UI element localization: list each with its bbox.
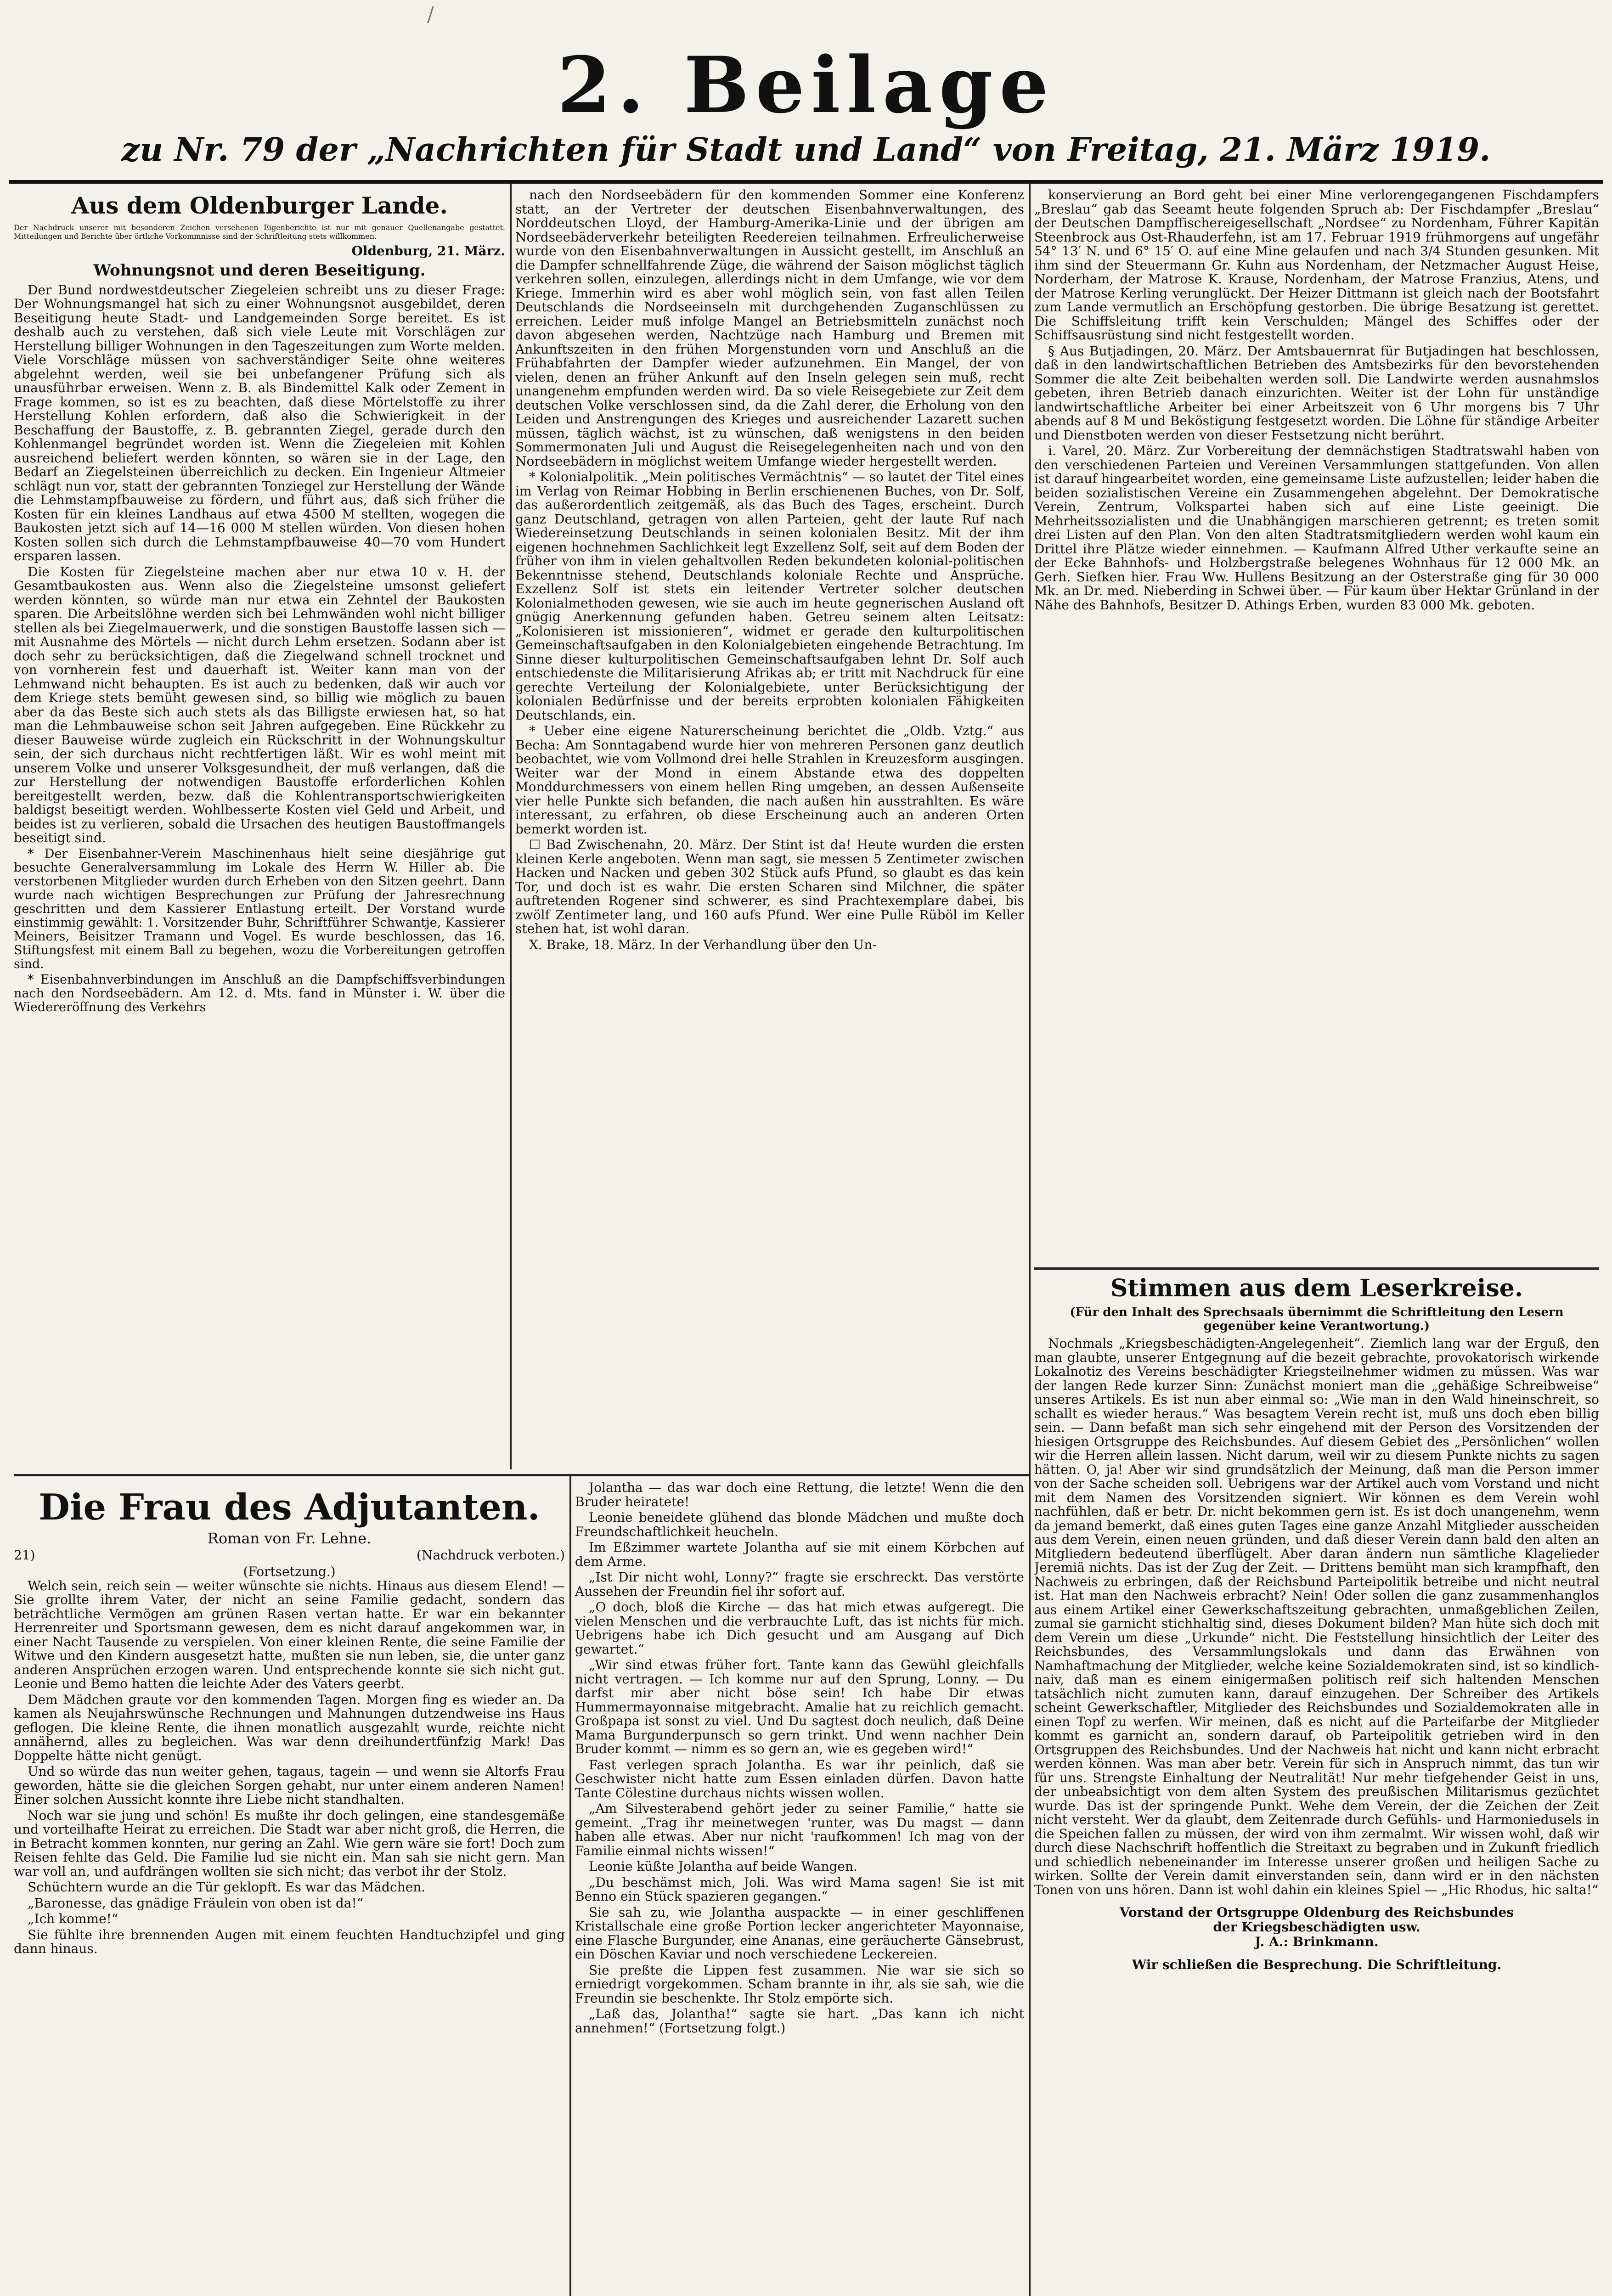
news-item: i. Varel, 20. März. Zur Vorbereitung der demnächstigen Stadtratswahl haben von den verschiedenen Parteien und Vereinen Versammlungen stattgefunden. Von allen ist darauf hingearbeitet worden, eine gemeinsame Liste aufzustellen; leider haben die beiden sozialistischen Vereine ein Zusammengehen abgelehnt. Der Demokratische Verein, Zentrum, Volkspartei haben sich auf eine Liste geeinigt. Die Mehrheitssozialisten und die Unabhängigen marschieren getrennt; es treten somit drei Listen auf den Plan. Von den alten Stadtratsmitgliedern werden wohl kaum ein Drittel ihre Plätze wieder einnehmen. — Kaufmann Alfred Uther verkaufte seine an der Ecke Bahnhofs- und Holzbergstraße belegenes Wohnhaus für 12 000 Mk. an Gerh. Siefken hier. Frau Ww. Hullens Besitzung an der Osterstraße ging für 30 000 Mk. an Dr. med. Nieberding in Schwei über. — Für kaum über Hektar Grünland in der Nähe des Bahnhofs, Besitzer D. Athings Erben, wurden 83 000 Mk. geboten. — [1034, 443, 1599, 613]
news-item: * Der Eisenbahner-Verein Maschinenhaus hielt seine diesjährige gut besuchte Generalversammlung im Lokale des Herrn W. Hiller ab. Die verstorbenen Mitglieder wurden durch Erheben von den Sitzen geehrt. Dann wurde nach wichtigen Besprechungen zur Prüfung der Jahresrechnung geschritten und dem Kassierer Entlastung erteilt. Der Vorstand wurde einstimmig gewählt: 1. Vorsitzender Buhr, Schriftführer Schwantje, Kassierer Meiners, Beisitzer Tramann und Vogel. Es wurde beschlossen, das 16. Stiftungsfest mit einem Ball zu begehen, wozu die Vorbereitungen getroffen sind. — [14, 846, 505, 971]
readers-heading: Stimmen aus dem Leserkreise. — [1110, 1274, 1523, 1302]
novel-paragraph: „O doch, bloß die Kirche — das hat mich etwas aufgeregt. Die vielen Menschen und die verbrauchte Luft, das ist nichts für mich. Uebrigens habe ich Dich gesucht und am Ausgang auf Dich gewartet.“ — [575, 1599, 1024, 1657]
novel-paragraph: Sie fühlte ihre brennenden Augen mit einem feuchten Handtuchzipfel und ging dann hinaus. — [14, 1927, 565, 1956]
novel-paragraph: Leonie küßte Jolantha auf beide Wangen. — [589, 1859, 857, 1874]
supplement-title: 2. Beilage — [557, 39, 1055, 130]
novel-paragraph: Und so würde das nun weiter gehen, tagaus, tagein — und wenn sie Altorfs Frau geworden, hätte sie die gleichen Sorgen gehabt, nur unter einem anderen Namen! Einer solchen Aussicht konnte ihre Liebe nicht standhalten. — [14, 1764, 565, 1807]
local-news-column — [14, 188, 505, 1474]
column-rule — [1029, 1451, 1031, 2296]
novel-paragraph: „Laß das, Jolantha!“ sagte sie hart. „Das kann ich nicht annehmen!“ (Fortsetzung folgt.) — [575, 2006, 1024, 2036]
novel-paragraph: „Wir sind etwas früher fort. Tante kann das Gewühl gleichfalls nicht vertragen. — Ich komme nur auf den Sprung, Lonny. — Du darfst mir aber nicht böse sein! Ich habe Dir etwas Hummermayonnaise mitgebracht. Amalie hat zu reichlich gemacht. Großpapa ist sonst zu viel. Und Du sagtest doch neulich, daß Deine Mama Burgunderpunsch so gern trinkt. Und wenn nachher Dein Bruder kommt — nimm es so gern an, wie es gegeben wird!“ — [575, 1657, 1024, 1756]
reprint-forbidden: (Nachdruck verboten.) — [417, 1547, 565, 1563]
novel-paragraph: Welch sein, reich sein — weiter wünschte sie nichts. Hinaus aus diesem Elend! — Sie grollte ihrem Vater, der nicht an seine Familie gedacht, sondern das beträchtliche Vermögen am grünen Rasen vertan hatte. Er war ein bekannter Herrenreiter und Sportsmann gewesen, dem es nicht darauf angekommen war, in einer Nacht Tausende zu verspielen. Von einer kleinen Rente, die seine Familie der Witwe und den Kindern ausgesetzt hatte, mußten sie nun leben, sie, die unter ganz anderen Ansprüchen erzogen waren. Und entsprechende konnte sie sich nicht gut. Leonie und Bemo hatten die leichte Ader des Vaters geerbt. — [14, 1578, 565, 1691]
novel-paragraph: „Ist Dir nicht wohl, Lonny?“ fragte sie erschreckt. Das verstörte Aussehen der Freundin fiel ihr sofort auf. — [575, 1570, 1024, 1599]
novel-paragraph: Schüchtern wurde an die Tür geklopft. Es war das Mädchen. — [28, 1880, 426, 1895]
letter-signature: Vorstand der Ortsgruppe Oldenburg des Reichsbundes — [1119, 1905, 1514, 1920]
page-mark: / — [427, 3, 434, 26]
readers-disclaimer: (Für den Inhalt des Sprechsaals übernimmt die Schriftleitung den Lesern gegenüber keine Verantwortung.) — [1070, 1306, 1564, 1333]
section-rule — [1034, 1267, 1599, 1270]
column-rule — [510, 184, 512, 1469]
novel-meta — [14, 1548, 565, 1563]
news-item: X. Brake, 18. März. In der Verhandlung über den Un- — [529, 937, 877, 952]
news-item: * Kolonialpolitik. „Mein politisches Vermächtnis“ — so lautet der Titel eines im Verlag von Reimar Hobbing in Berlin erschienenen Buches, von Dr. Solf, das außerordentlich zeitgemäß, als das Buch des Tages, erscheint. Durch ganz Deutschland, getragen von allen Parteien, geht der laute Ruf nach Wiedereinsetzung Deutschlands in seinen kolonialen Besitz. Mit der ihm eigenen hochnehmen Sachlichkeit legt Exzellenz Solf, seit auf dem Boden der früher von ihm in vielen gehaltvollen Reden bekundeten kolonial-politischen Bekenntnisse stehend, Deutschlands koloniale Rechte und Ansprüche. Exzellenz Solf ist stets ein leitender Vertreter solcher deutschen Kolonialmethoden gewesen, wie sie auch im heute gegnerischen Ausland oft gnügig Anerkennung gefunden haben. Getreu seinem alten Leitsatz: „Kolonisieren ist missionieren“, widmet er gerade den kulturpolitischen Gemeinschaftsaufgaben in den Kolonialgebieten eingehende Betrachtung. Im Sinne dieser kulturpolitischen Gemeinschaftsaufgaben lehnt Dr. Solf auch entschiedenste die Militarisierung Afrikas ab; er tritt mit Nachdruck für eine gerechte Verteilung der Kolonialgebiete, unter Berücksichtigung der kolonialen Bedürfnisse und der bereits erprobten kolonialen Fähigkeiten Deutschlands, ein. — [515, 469, 1024, 723]
novel-paragraph: Jolantha — das war doch eine Rettung, die letzte! Wenn die den Bruder heiratete! — [575, 1481, 1024, 1509]
readers-column — [1034, 1274, 1599, 2296]
novel-paragraph: Im Eßzimmer wartete Jolantha auf sie mit einem Körbchen auf dem Arme. — [575, 1540, 1024, 1569]
novel-paragraph: Sie preßte die Lippen fest zusammen. Nie war sie sich so erniedrigt vorgekommen. Scham brannte in ihr, als sie sah, wie die Freundin sie beschenkte. Ihr Stolz empörte sich. — [575, 1962, 1024, 2006]
column-rule — [569, 1476, 571, 2296]
article-title: Wohnungsnot und deren Beseitigung. — [93, 261, 426, 280]
continuation-mark: (Fortsetzung.) — [243, 1564, 336, 1579]
news-item: * Eisenbahnverbindungen im Anschluß an die Dampfschiffsverbindungen nach den Nordseebädern. Am 12. d. Mts. fand in Münster i. W. über die Wiedereröffnung des Verkehrs — [14, 972, 505, 1014]
novel-paragraph: Sie sah zu, wie Jolantha auspackte — in einer geschliffenen Kristallschale eine große Portion lecker angerichteter Mayonnaise, eine Flasche Burgunder, eine Ananas, eine geräucherte Gänsebrust, ein Döschen Kaviar und noch verschiedene Leckereien. — [575, 1904, 1024, 1962]
letter-signature: der Kriegsbeschädigten usw. — [1213, 1919, 1420, 1935]
novel-title: Die Frau des Adjutanten. — [39, 1486, 540, 1528]
novel-paragraph: Dem Mädchen graute vor den kommenden Tagen. Morgen fing es wieder an. Da kamen als Neujahrswünsche Rechnungen und Mahnungen dutzendweise ins Haus geflogen. Die kleine Rente, die ihnen monatlich ausgezahlt wurde, reichte nicht annähernd, alles zu begleichen. Was war denn dreihundertfünfzig Mark! Das Doppelte hätte nicht genügt. — [14, 1692, 565, 1763]
masthead — [0, 41, 1612, 171]
news-item: § Aus Butjadingen, 20. März. Der Amtsbauernrat für Butjadingen hat beschlossen, daß in den landwirtschaftlichen Betrieben des Amtsbezirks für den bevorstehenden Sommer die alte Zeit beibehalten werden soll. Die Landwirte werden ausnahmslos gebeten, ihren Betrieb danach einzurichten. Weiter ist der Lohn für unständige landwirtschaftliche Arbeiter bei einer Arbeitszeit von 6 Uhr morgens bis 7 Uhr abends auf 8 M und Beköstigung festgesetzt worden. Die Löhne für ständige Arbeiter und Dienstboten werden von dieser Festsetzung nicht berührt. — [1034, 343, 1599, 443]
news-item: konservierung an Bord geht bei einer Mine verlorengegangenen Fischdampfers „Breslau“ gab das Seeamt heute folgenden Spruch ab: Der Fischdampfer „Breslau“ der Deutschen Dampffischereigesellschaft „Nordsee“ zu Nordenham, Führer Kapitän Steenbrock aus Ost-Rhauderfehn, ist am 17. Februar 1919 frühmorgens auf ungefähr 54° 13′ N. und 6° 15′ O. auf eine Mine gelaufen und nach 3/4 Stunden gesunken. Mit ihm sind der Steuermann Gr. Kuhn aus Nordenham, der Netzmacher August Heise, Norderham, der Matrose K. Krause, Nordenham, der Matrose Franzius, Atens, und der Matrose Kerling verunglückt. Der Heizer Dittmann ist gleich nach der Bootsfahrt zum Lande vermutlich an Erschöpfung gestorben. Die übrige Besatzung ist gerettet. Die Schiffsleitung trifft kein Verschulden; Mängel des Schiffes oder der Schiffsausrüstung sind nicht festgestellt worden. — [1034, 188, 1599, 343]
novel-paragraph: Leonie beneidete glühend das blonde Mädchen und mußte doch Freundschaftlichkeit heucheln. — [575, 1510, 1024, 1539]
novel-column-2 — [575, 1481, 1024, 2296]
novel-paragraph: „Ich komme!“ — [28, 1911, 118, 1926]
news-item: nach den Nordseebädern für den kommenden Sommer eine Konferenz statt, an der Vertreter der deutschen Eisenbahnverwaltungen, des Norddeutschen Lloyd, der Hamburg-Amerika-Linie und der übrigen am Nordseebäderverkehr beteiligten Reedereien teilnahmen. Erfreulicherweise wurde von den Eisenbahnverwaltungen in Aussicht gestellt, im Anschluß an die Dampfer schnellfahrende Züge, die während der Saison möglichst täglich verkehren sollen, einzulegen, allerdings nicht in dem Umfange, wie vor dem Kriege. Immerhin wird es aber wohl möglich sein, von fast allen Teilen Deutschlands die Nordseeinseln mit durchgehenden Zuganschlüssen zu erreichen. Leider muß infolge Mangel an Betriebsmitteln zunächst noch davon abgesehen werden, Nachtzüge nach Hamburg und Bremen mit Ankunftszeiten in den frühen Morgenstunden vorn und Anschluß an die Frühabfahrten der Dampfer wieder aufzunehmen. Ein Mangel, der von vielen, denen an früher Ankunft auf den Inseln gelegen sein muß, recht unangenehm empfunden werden wird. Da so viele Reisegebiete zur Zeit dem deutschen Volke verschlossen sind, da die Zahl derer, die Erholung von den Leiden und Anstrengungen des Krieges und ausreichender Lazarett suchen müssen, täglich wächst, ist zu wünschen, daß wenigstens in den beiden Sommermonaten Juli und August die Reisegelegenheiten nach und von den Nordseebädern in möglichst weitem Umfange wieder hergestellt werden. — [515, 188, 1024, 469]
reprint-note: Der Nachdruck unserer mit besonderen Zeichen versehenen Eigenberichte ist nur mit genauer Quellenangabe gestattet. Mitteilungen und Berichte über örtliche Vorkommnisse sind der Schriftleitung stets willkommen. — [14, 223, 505, 241]
news-column-2 — [515, 188, 1024, 1451]
novel-paragraph: „Am Silvesterabend gehört jeder zu seiner Familie,“ hatte sie gemeint. „Trag ihr meinetwegen 'runter, was Du magst — dann haben alle etwas. Aber nur nicht 'raufkommen! Ich mag von der Familie einmal nichts wissen!“ — [575, 1801, 1024, 1858]
readers-letter: Nochmals „Kriegsbeschädigten-Angelegenheit“. Ziemlich lang war der Erguß, den man glaubte, unserer Entgegnung auf die bezeit gebrachte, provokatorisch wirkende Lokalnotiz des Vereins beschädigter Kriegsteilnehmer widmen zu müssen. Was war der langen Rede kurzer Sinn: Zunächst moniert man die „gehäßige Schreibweise“ unseres Artikels. Es ist nun aber einmal so: „Wie man in den Wald hineinschreit, so schallt es wieder heraus.“ Was besagtem Verein recht ist, muß uns doch eben billig sein. — Dann befaßt man sich sehr eingehend mit der Person des Vorsitzenden der hiesigen Ortsgruppe des Reichsbundes. Auf diesem Gebiet des „Persönlichen“ wollen wir die Herren allein lassen. Nicht darum, weil wir zu diesem Punkte nichts zu sagen hätten. O, ja! Aber wir sind grundsätzlich der Meinung, daß man die Person immer von der Sache scheiden soll. Uebrigens war der Artikel auch vom Vorstand und nicht mit dem Namen des Vorsitzenden signiert. Wir können es dem Verein wohl nachfühlen, daß er betr. Dr. nicht bekommen gern ist. Es ist doch unangenehm, wenn da jemand bemerkt, daß eines guten Tages eine ganze Anzahl Mitglieder ausscheiden aus dem Verein, einen neuen gründen, und daß dieser Verein dann bald den alten an Mitgliedern bedeutend überflügelt. Aber daran ändern nun sämtliche Klagelieder Jeremiä nichts. Das ist der Zug der Zeit. — Drittens bemüht man sich krampfhaft, den Nachweis zu erbringen, daß der Reichsbund Parteipolitik betreibe und nicht neutral ist. Hat man den Nachweis erbracht? Nein! Oder sollen die ganz zusammenhanglos aus einem Artikel einer Gewerkschaftszeitung gebrachten, unmaßgeblichen Zeilen, zumal sie garnicht stichhaltig sind, dieses Dokument bilden? Man hüte sich doch mit dem Verein um diese „Urkunde“ nicht. Die Feststellung hinsichtlich der Leiter des Reichsbundes, des Versammlungslokals und dann das Erwähnen von Namhaftmachung der Mitglieder, welche keine Sozialdemokraten sind, ist so kindlich-naiv, daß man es einem einigermaßen politisch reif sich haltenden Menschen tatsächlich nicht zumuten kann, darauf einzugehen. Der Schreiber des Artikels scheint Gewerkschaftler, Mitglieder des Reichsbundes und Sozialdemokraten alle in einen Topf zu werfen. Wir meinen, daß es nicht auf die Parteifarbe der Mitglieder kommt es garnicht an, sondern darauf, ob Parteipolitik getrieben wird in den Ortsgruppen des Reichsbundes. Und der Nachweis hat nicht und kann nicht erbracht werden können. Was man aber betr. Verein für sich in Anspruch nimmt, das tun wir für uns. Strengste Einhaltung der Neutralität! Nur mehr tiefgehender Geist in uns, der unbeabsichtigt von dem alten System des preußischen Militarismus gezüchtet wurde. Das ist der springende Punkt. Wehe dem Verein, der die Zeichen der Zeit nicht versteht. Wer da glaubt, dem Zeitenrade durch Gefühls- und Harmoniedusels in die Speichen fallen zu müssen, der wird von ihm zermalmt. Wir wissen wohl, daß wir durch diese Nachschrift hoffentlich die Streitaxt zu begraben und in Zukunft friedlich und schiedlich nebeneinander im Interesse unserer großen und heiligen Sache zu wirken. Sollte der Verein damit einverstanden sein, dann wird er in den nächsten Tonen von uns hören. Dann ist wohl dahin ein kleines Spiel — „Hic Rhodus, hic salta!“ — [1034, 1336, 1599, 1897]
novel-paragraph: „Du beschämst mich, Joli. Was wird Mama sagen! Sie ist mit Benno ein Stück spazieren gegangen.“ — [575, 1874, 1024, 1904]
article-paragraph: Der Bund nordwestdeutscher Ziegeleien schreibt uns zu dieser Frage: Der Wohnungsmangel hat sich zu einer Wohnungsnot ausgebildet, deren Beseitigung heute Stadt- und Landgemeinden Sorge bereitet. Es ist deshalb auch zu verstehen, daß sich viele Leute mit Vorschlägen zur Herstellung billiger Wohnungen in den Tageszeitungen zum Worte melden. Viele Vorschläge müssen von sachverständiger Seite ohne weiteres abgelehnt werden, weil sie bei unbefangener Prüfung sich als unausführbar erweisen. Wenn z. B. als Bindemittel Kalk oder Zement in Frage kommen, so ist es zu beachten, daß diese Mörtelstoffe zu ihrer Herstellung Kohlen erfordern, daß also die Schwierigkeit in der Beschaffung der Baustoffe, z. B. gebrannten Ziegel, gerade durch den Kohlenmangel begründet worden ist. Wenn die Ziegeleien mit Kohlen ausreichend beliefert werden könnten, so wären sie in der Lage, den Bedarf an Ziegelsteinen überreichlich zu decken. Ein Ingenieur Altmeier schlägt nun vor, statt der gebrannten Tonziegel zur Herstellung der Wände die Lehmstampfbauweise zu fördern, und führt aus, daß sich früher die Kosten für ein kleines Landhaus auf etwa 4500 M stellten, wogegen die Baukosten jetzt sich auf 14—16 000 M stellen würden. Von diesen hohen Kosten sollen sich durch die Lehmstampfbauweise 40—70 vom Hundert ersparen lassen. — [14, 282, 505, 563]
novel-author: Roman von Fr. Lehne. — [207, 1530, 372, 1547]
novel-paragraph: Fast verlegen sprach Jolantha. Es war ihr peinlich, daß sie Geschwister nicht hatte zum Essen einladen dürfen. Davon hatte Tante Cölestine durchaus nichts wissen wollen. — [575, 1757, 1024, 1801]
article-paragraph: Die Kosten für Ziegelsteine machen aber nur etwa 10 v. H. der Gesamtbaukosten aus. Wenn also die Ziegelsteine umsonst geliefert werden könnten, so würde man nur etwa ein Zehntel der Baukosten sparen. Die Arbeitslöhne werden sich bei Lehmwänden wohl nicht billiger stellen als bei Ziegelmauerwerk, und die sonstigen Baustoffe lassen sich — mit Ausnahme des Mörtels — nicht durch Lehm ersetzen. Sodann aber ist doch sehr zu berücksichtigen, daß die Ziegelwand schnell trocknet und von vornherein fest und dauerhaft ist. Weiter kann man von der Lehmwand nicht behaupten. Es ist auch zu bedenken, daß wir auch vor dem Kriege stets bemüht gewesen sind, so billig wie möglich zu bauen aber da das Beste sich auch stets als das Billigste erwiesen hat, so hat man die Lehmbauweise schon seit Jahren aufgegeben. Eine Rückkehr zu dieser Bauweise würde zugleich ein Rückschritt in der Wohnungskultur sein, der sich durchaus nicht rechtfertigen läßt. Wir es wohl meint mit unserem Volke und unserer Volksgesundheit, der muß verlangen, daß die zur Herstellung der notwendigen Baustoffe erforderlichen Kohlen bereitgestellt werden, bezw. daß die Kohlentransportschwierigkeiten baldigst beseitigt werden. Wohlbesserte Kosten viel Geld und Arbeit, und beides ist zu verlieren, sobald die Ursachen des heutigen Baustoffmangels beseitigt sind. — [14, 564, 505, 845]
dateline: Oldenburg, 21. März. — [351, 243, 505, 259]
letter-signature: J. A.: Brinkmann. — [1255, 1934, 1379, 1949]
novel-paragraph: „Baronesse, das gnädige Fräulein von oben ist da!“ — [28, 1895, 364, 1911]
issue-subtitle: zu Nr. 79 der „Nachrichten für Stadt und Land“ von Freitag, 21. März 1919. — [121, 130, 1491, 169]
news-column-3 — [1034, 188, 1599, 1263]
feuilleton-rule — [14, 1474, 1029, 1476]
news-item: ☐ Bad Zwischenahn, 20. März. Der Stint ist da! Heute wurden die ersten kleinen Kerle angeboten. Wenn man sagt, sie messen 5 Zentimeter zwischen Hacken und Nacken und geben 302 Stück aufs Pfund, so glaubt es das kein Tor, und doch ist es wahr. Die ersten Scharen sind Milchner, die später auftretenden Rogener sind schwerer, es sind Prachtexemplare dabei, bis zwölf Zentimeter lang, und 160 aufs Pfund. Wer eine Pulle Rüböl im Keller stehen hat, ist wohl daran. — [515, 837, 1024, 936]
novel-column-1 — [14, 1481, 565, 2296]
news-item: * Ueber eine eigene Naturerscheinung berichtet die „Oldb. Vztg.“ aus Becha: Am Sonntagabend wurde hier von mehreren Personen ganz deutlich beobachtet, wie vom Vollmond drei helle Strahlen in Kreuzesform ausgingen. Weiter war der Mond in einem Abstande etwa des doppelten Monddurchmessers von einem hellen Ring umgeben, an dessen Außenseite vier helle Punkte sich befanden, die nach außen hin ausstrahlten. Es wäre interessant, zu erfahren, ob diese Erscheinung auch an anderen Orten bemerkt worden ist. — [515, 723, 1024, 837]
masthead-rule — [9, 180, 1603, 184]
installment-number: 21) — [14, 1547, 35, 1563]
novel-paragraph: Noch war sie jung und schön! Es mußte ihr doch gelingen, eine standesgemäße und vorteilhafte Heirat zu erreichen. Die Stadt war aber nicht groß, die Herren, die in Betracht kommen konnten, nur gering an Zahl. Wie gern wäre sie fort! Doch zum Reisen fehlte das Geld. Die Familie lud sie nicht ein. Man sah sie nicht gern. Man war voll an, und aufdrängen wollten sie sich nicht; das verbot ihr der Stolz. — [14, 1807, 565, 1879]
column-rule — [1029, 184, 1031, 1451]
editorial-closing: Wir schließen die Besprechung. Die Schriftleitung. — [1132, 1957, 1502, 1972]
section-heading: Aus dem Oldenburger Lande. — [71, 192, 448, 219]
